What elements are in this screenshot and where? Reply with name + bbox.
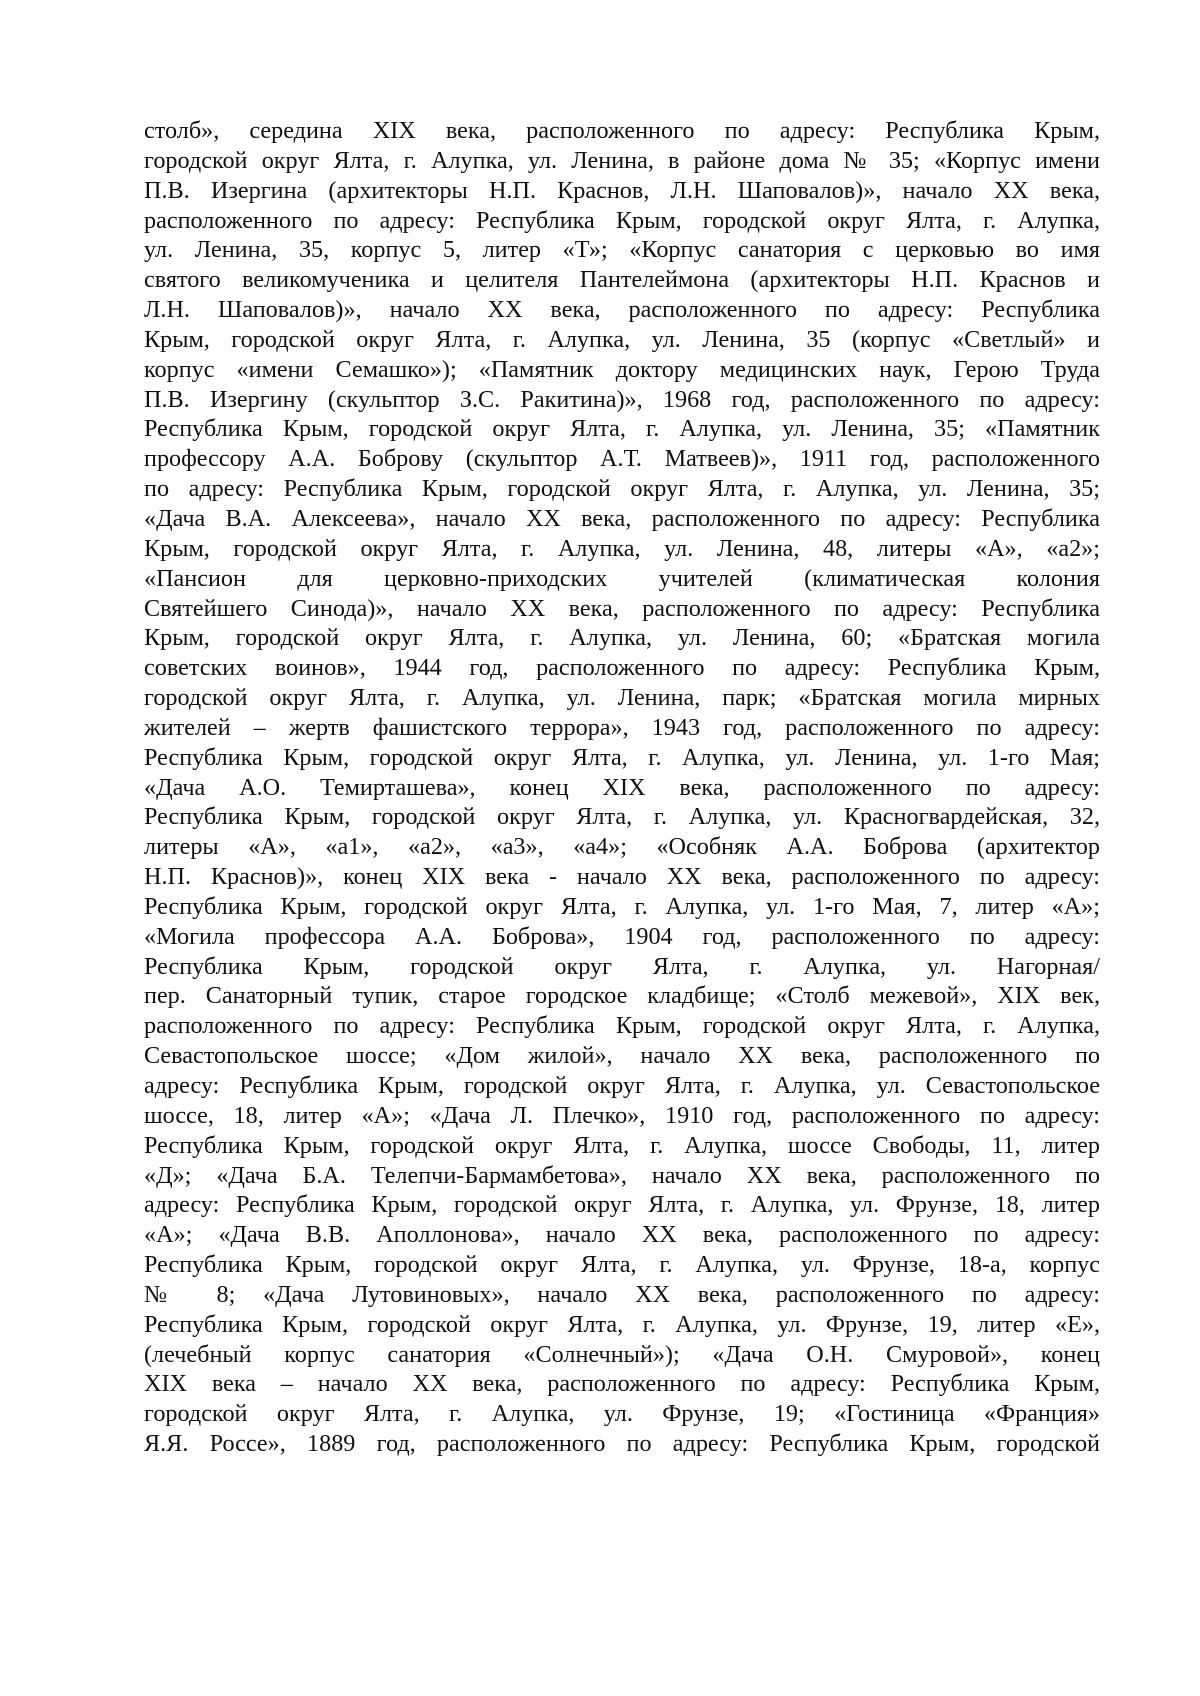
text-line: Я.Я. Россе», 1889 год, расположенного по адресу: Республика Крым, городской [144, 1430, 1100, 1458]
text-line: Республика Крым, городской округ Ялта, г. Алупка, ул. Фрунзе, 19, литер «Е», [144, 1310, 1100, 1338]
text-line: жителей – жертв фашистского террора», 1943 год, расположенного по адресу: [144, 713, 1100, 741]
text-line: расположенного по адресу: Республика Крым, городской округ Ялта, г. Алупка, [144, 206, 1100, 234]
text-line: Республика Крым, городской округ Ялта, г. Алупка, ул. 1-го Мая, 7, литер «А»; [144, 892, 1100, 920]
text-line: корпус «имени Семашко»); «Памятник доктору медицинских наук, Герою Труда [144, 355, 1100, 383]
text-line: советских воинов», 1944 год, расположенного по адресу: Республика Крым, [144, 654, 1100, 682]
text-line: «Могила профессора А.А. Боброва», 1904 год, расположенного по адресу: [144, 922, 1100, 950]
text-line: городской округ Ялта, г. Алупка, ул. Фрунзе, 19; «Гостиница «Франция» [144, 1400, 1100, 1428]
text-line: Крым, городской округ Ялта, г. Алупка, ул. Ленина, 48, литеры «А», «а2»; [144, 534, 1100, 562]
text-line: Республика Крым, городской округ Ялта, г. Алупка, ул. Ленина, 35; «Памятник [144, 415, 1100, 443]
text-line: XIX века – начало XX века, расположенного по адресу: Республика Крым, [144, 1370, 1100, 1398]
text-line: шоссе, 18, литер «А»; «Дача Л. Плечко», 1910 год, расположенного по адресу: [144, 1101, 1100, 1129]
text-line: Республика Крым, городской округ Ялта, г. Алупка, ул. Ленина, ул. 1-го Мая; [144, 743, 1100, 771]
text-line: Республика Крым, городской округ Ялта, г. Алупка, ул. Красногвардейская, 32, [144, 803, 1100, 831]
text-line: Республика Крым, городской округ Ялта, г. Алупка, ул. Фрунзе, 18-а, корпус [144, 1251, 1100, 1279]
text-line: расположенного по адресу: Республика Крым, городской округ Ялта, г. Алупка, [144, 1012, 1100, 1040]
text-line: Н.П. Краснов)», конец XIX века - начало XX века, расположенного по адресу: [144, 863, 1100, 891]
text-line: «Д»; «Дача Б.А. Телепчи-Бармамбетова», начало XX века, расположенного по [144, 1161, 1100, 1189]
document-body [144, 116, 1100, 1459]
text-line: П.В. Изергина (архитекторы Н.П. Краснов, Л.Н. Шаповалов)», начало XX века, [144, 176, 1100, 204]
text-line: Л.Н. Шаповалов)», начало XX века, расположенного по адресу: Республика [144, 296, 1100, 324]
text-line: Республика Крым, городской округ Ялта, г. Алупка, ул. Нагорная/ [144, 952, 1100, 980]
text-line: (лечебный корпус санатория «Солнечный»); «Дача О.Н. Смуровой», конец [144, 1340, 1100, 1368]
text-line: Крым, городской округ Ялта, г. Алупка, ул. Ленина, 60; «Братская могила [144, 624, 1100, 652]
text-line: «Пансион для церковно-приходских учителей (климатическая колония [144, 564, 1100, 592]
text-line: городской округ Ялта, г. Алупка, ул. Ленина, парк; «Братская могила мирных [144, 684, 1100, 712]
text-line: по адресу: Республика Крым, городской округ Ялта, г. Алупка, ул. Ленина, 35; [144, 475, 1100, 503]
text-line: Севастопольское шоссе; «Дом жилой», начало XX века, расположенного по [144, 1042, 1100, 1070]
text-line: «А»; «Дача В.В. Аполлонова», начало XX века, расположенного по адресу: [144, 1221, 1100, 1249]
text-line: «Дача В.А. Алексеева», начало XX века, расположенного по адресу: Республика [144, 504, 1100, 532]
text-line: профессору А.А. Боброву (скульптор А.Т. Матвеев)», 1911 год, расположенного [144, 445, 1100, 473]
text-line: адресу: Республика Крым, городской округ Ялта, г. Алупка, ул. Севастопольское [144, 1072, 1100, 1099]
text-line: городской округ Ялта, г. Алупка, ул. Ленина, в районе дома № 35; «Корпус имени [144, 146, 1100, 174]
text-line: «Дача А.О. Темирташева», конец XIX века, расположенного по адресу: [144, 773, 1100, 801]
text-line: Святейшего Синода)», начало XX века, расположенного по адресу: Республика [144, 594, 1100, 622]
text-line: Республика Крым, городской округ Ялта, г. Алупка, шоссе Свободы, 11, литер [144, 1131, 1100, 1159]
text-line: столб», середина XIX века, расположенного по адресу: Республика Крым, [144, 117, 1100, 144]
text-line: литеры «А», «а1», «а2», «а3», «а4»; «Особняк А.А. Боброва (архитектор [144, 833, 1100, 861]
text-line: пер. Санаторный тупик, старое городское кладбище; «Столб межевой», XIX век, [144, 982, 1100, 1010]
text-line: ул. Ленина, 35, корпус 5, литер «Т»; «Корпус санатория с церковью во имя [144, 236, 1100, 264]
text-line: адресу: Республика Крым, городской округ Ялта, г. Алупка, ул. Фрунзе, 18, литер [144, 1191, 1100, 1219]
text-line: святого великомученика и целителя Пантелеймона (архитекторы Н.П. Краснов и [144, 266, 1100, 294]
text-line: Крым, городской округ Ялта, г. Алупка, ул. Ленина, 35 (корпус «Светлый» и [144, 325, 1100, 353]
text-line: П.В. Изергину (скульптор З.С. Ракитина)», 1968 год, расположенного по адресу: [144, 385, 1100, 413]
text-line: № 8; «Дача Лутовиновых», начало XX века, расположенного по адресу: [144, 1280, 1100, 1308]
